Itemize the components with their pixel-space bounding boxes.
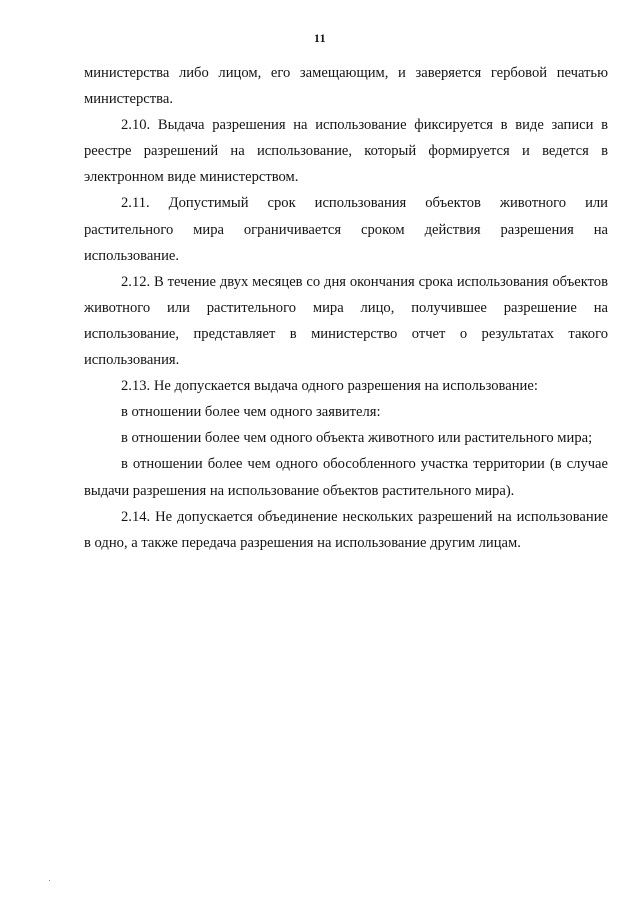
paragraph-2-13: 2.13. Не допускается выдача одного разрешения на использование: [121,378,538,395]
paragraph-2-14: 2.14. Не допускается объединение нескольких разрешений на использование в одно, а также передача разрешения на использование другим лицам. [84,508,608,551]
page-number: 11 [313,31,327,45]
scan-speck [49,880,50,881]
paragraph-2-13-item-2: в отношении более чем одного объекта животного или растительного мира; [121,430,593,447]
paragraph-continuation: министерства либо лицом, его замещающим, и заверяется гербовой печатью министерства. [84,65,608,108]
paragraph-2-13-item-1: в отношении более чем одного заявителя: [121,404,381,421]
paragraph-2-11: 2.11. Допустимый срок использования объектов животного или растительного мира ограничивается сроком действия разрешения на использование. [84,195,608,264]
paragraph-2-10: 2.10. Выдача разрешения на использование фиксируется в виде записи в реестре разрешений на использование, который формируется и ведется в электронном виде министерством. [84,117,608,186]
document-body [84,60,608,556]
paragraph-2-13-item-3: в отношении более чем одного обособленного участка территории (в случае выдачи разрешения на использование объектов растительного мира). [84,456,608,499]
paragraph-2-12: 2.12. В течение двух месяцев со дня окончания срока использования объектов животного или растительного мира лицо, получившее разрешение на использование, представляет в министерство отчет о результатах такого использования. [84,273,608,369]
